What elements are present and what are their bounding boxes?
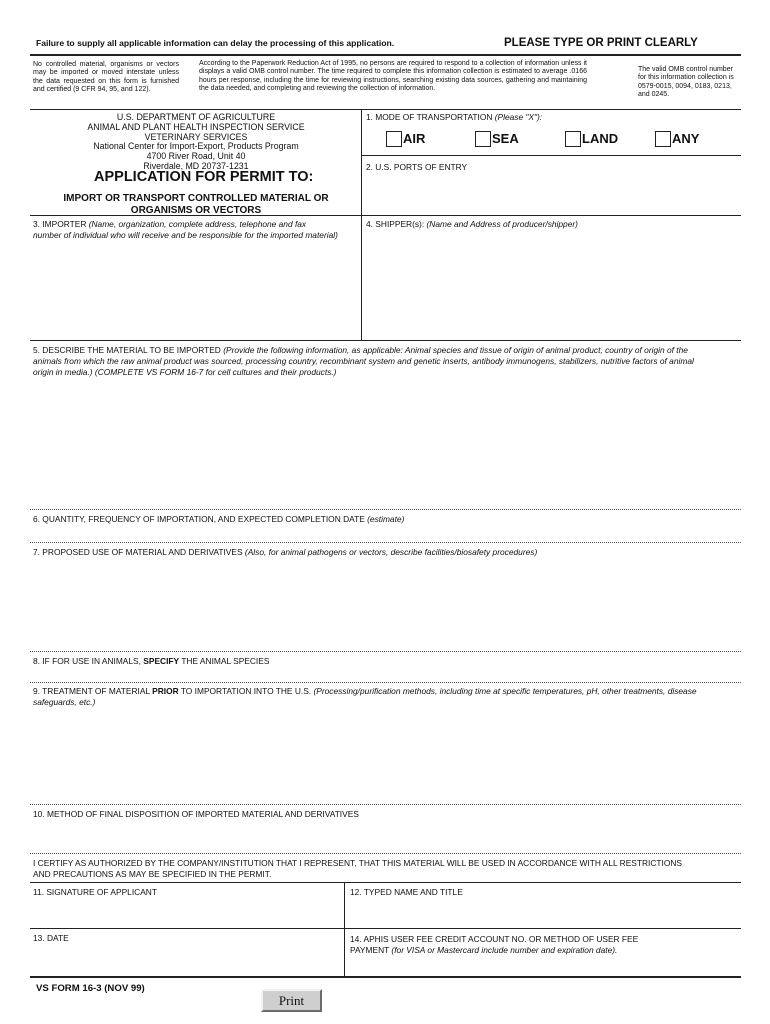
importer-label: 3. IMPORTER <box>33 219 87 229</box>
treatment-hint-1: (Processing/purification methods, including time at specific temperatures, pH, other treatments, disease <box>313 686 697 696</box>
certification-line-2: AND PRECAUTIONS AS MAY BE SPECIFIED IN THE PERMIT. <box>33 869 272 879</box>
field-2-label: 2. U.S. PORTS OF ENTRY <box>366 162 468 172</box>
field-10-label: 10. METHOD OF FINAL DISPOSITION OF IMPORTED MATERIAL AND DERIVATIVES <box>33 809 359 819</box>
treatment-label-pre: 9. TREATMENT OF MATERIAL <box>33 686 153 696</box>
importer-input[interactable] <box>31 244 360 339</box>
agency-line-4: National Center for Import-Export, Products Program <box>93 141 299 152</box>
field-13-label: 13. DATE <box>33 933 69 943</box>
signature-divider <box>344 882 345 976</box>
animal-use-label-post: THE ANIMAL SPECIES <box>179 656 270 666</box>
checkbox-any[interactable] <box>655 131 671 147</box>
checkbox-land[interactable] <box>565 131 581 147</box>
form-title: APPLICATION FOR PERMIT TO: <box>94 169 314 185</box>
row-13-rule <box>30 928 741 929</box>
agency-line-5: 4700 River Road, Unit 40 <box>146 151 246 162</box>
field-8-label <box>33 656 269 667</box>
ports-of-entry-input[interactable] <box>362 174 740 214</box>
option-sea-label: SEA <box>492 131 519 146</box>
certification-line-1: I CERTIFY AS AUTHORIZED BY THE COMPANY/INSTITUTION THAT I REPRESENT, THAT THIS MATERIAL WILL BE USED IN ACCORDANCE WITH ALL RESTRICTIONS <box>33 858 683 868</box>
field-4-label <box>366 219 578 230</box>
fee-payment-input[interactable] <box>346 958 740 975</box>
option-land-label: LAND <box>582 131 619 146</box>
animal-species-input[interactable] <box>31 669 740 681</box>
describe-material-input[interactable] <box>31 381 740 507</box>
animal-use-label-pre: 8. IF FOR USE IN ANIMALS, <box>33 656 144 666</box>
animal-use-label-bold: SPECIFY <box>143 656 180 666</box>
importer-hint-1: (Name, organization, complete address, telephone and fax <box>88 219 307 229</box>
form-subtitle-line-2: ORGANISMS OR VECTORS <box>130 205 262 216</box>
warning-text: Failure to supply all applicable information can delay the processing of this application. <box>36 38 395 48</box>
notice-left: No controlled material, organisms or vectors may be imported or moved interstate unless the data requested on this form is furnished and certified (9 CFR 94, 95, and 122). <box>33 61 179 94</box>
field-12-label: 12. TYPED NAME AND TITLE <box>350 887 463 897</box>
shipper-hint: (Name and Address of producer/shipper) <box>426 219 578 229</box>
signature-field[interactable] <box>31 900 343 927</box>
field-9-label <box>33 686 741 708</box>
field-1-rule <box>361 155 741 156</box>
date-input[interactable] <box>31 946 343 975</box>
typed-name-input[interactable] <box>346 900 740 927</box>
agency-line-1: U.S. DEPARTMENT OF AGRICULTURE <box>116 112 276 122</box>
form-subtitle <box>31 193 361 217</box>
describe-material-hint-2: animals from which the raw animal product was sourced, processing country, recombinant system and genetic inserts, antibody immunogens, stabilizers, nutritive factors of animal <box>33 356 694 366</box>
disposition-input[interactable] <box>31 822 740 852</box>
describe-material-hint-1: (Provide the following information, as applicable: Animal species and tissue of origin of animal product, country of origin of the <box>223 345 688 355</box>
agency-line-3: VETERINARY SERVICES <box>144 131 248 142</box>
certify-rule <box>30 853 741 854</box>
notice-omb: The valid OMB control number for this information collection is 0579-0015, 0094, 0183, 0213, and 0245. <box>638 66 734 99</box>
agency-block <box>31 113 361 172</box>
row-5-rule <box>30 340 741 341</box>
treatment-label-bold: PRIOR <box>152 686 179 696</box>
checkbox-sea[interactable] <box>475 131 491 147</box>
field-6-label <box>33 514 404 525</box>
field-5-label <box>33 345 741 378</box>
field-14-label <box>350 934 740 956</box>
fee-label-line-1: 14. APHIS USER FEE CREDIT ACCOUNT NO. OR METHOD OF USER FEE <box>350 934 639 944</box>
proposed-use-hint: (Also, for animal pathogens or vectors, describe facilities/biosafety procedures) <box>244 547 538 557</box>
row-7-rule <box>30 542 741 543</box>
print-button[interactable]: Print <box>261 989 322 1012</box>
notices-rule <box>30 109 741 110</box>
checkbox-air[interactable] <box>386 131 402 147</box>
treatment-input[interactable] <box>31 710 740 803</box>
field-1-label <box>366 112 542 123</box>
transport-hint: (Please "X"): <box>494 112 543 122</box>
print-clearly-heading: PLEASE TYPE OR PRINT CLEARLY <box>504 37 698 49</box>
fee-label-line-2: PAYMENT <box>350 945 392 955</box>
form-subtitle-line-1: IMPORT OR TRANSPORT CONTROLLED MATERIAL OR <box>63 193 329 204</box>
quantity-input[interactable] <box>31 527 740 540</box>
field-7-label <box>33 547 537 558</box>
shipper-label: 4. SHIPPER(s): <box>366 219 425 229</box>
proposed-use-label: 7. PROPOSED USE OF MATERIAL AND DERIVATIVES <box>33 547 243 557</box>
notice-paperwork: According to the Paperwork Reduction Act of 1995, no persons are required to respond to a collection of information unless it displays a valid OMB control number. The time required to complete this information collection is estimated to average .0166 hours per response, including the time for reviewing instructions, searching existing data sources, gathering and maintaining the data needed, and completing and reviewing the collection of information. <box>199 60 587 93</box>
treatment-label-post: TO IMPORTATION INTO THE U.S. <box>178 686 314 696</box>
describe-material-hint-3: origin in media.) (COMPLETE VS FORM 16-7 for cell cultures and their products.) <box>33 367 337 377</box>
row-9-rule <box>30 682 741 683</box>
describe-material-label: 5. DESCRIBE THE MATERIAL TO BE IMPORTED <box>33 345 221 355</box>
transport-label: 1. MODE OF TRANSPORTATION <box>366 112 493 122</box>
quantity-label: 6. QUANTITY, FREQUENCY OF IMPORTATION, AND EXPECTED COMPLETION DATE <box>33 514 365 524</box>
row-8-rule <box>30 651 741 652</box>
treatment-hint-2: safeguards, etc.) <box>33 697 96 707</box>
quantity-hint: (estimate) <box>367 514 405 524</box>
certification-text <box>33 858 741 880</box>
option-air-label: AIR <box>403 131 426 146</box>
bottom-rule <box>30 976 741 978</box>
row-3-rule <box>30 215 741 216</box>
form-number: VS FORM 16-3 (NOV 99) <box>36 983 145 994</box>
row-11-rule <box>30 882 741 883</box>
fee-label-hint: (for VISA or Mastercard include number and expiration date). <box>391 945 618 955</box>
proposed-use-input[interactable] <box>31 561 740 649</box>
agency-line-6: Riverdale, MD 20737-1231 <box>143 160 249 171</box>
agency-line-2: ANIMAL AND PLANT HEALTH INSPECTION SERVICE <box>87 121 305 132</box>
option-any-label: ANY <box>672 131 700 146</box>
row-10-rule <box>30 804 741 805</box>
row-6-rule <box>30 509 741 510</box>
top-rule <box>30 54 741 56</box>
field-11-label: 11. SIGNATURE OF APPLICANT <box>33 887 157 897</box>
field-3-label <box>33 219 359 241</box>
importer-hint-2: number of individual who will receive and be responsible for the imported material) <box>33 230 338 240</box>
shipper-input[interactable] <box>362 232 740 339</box>
